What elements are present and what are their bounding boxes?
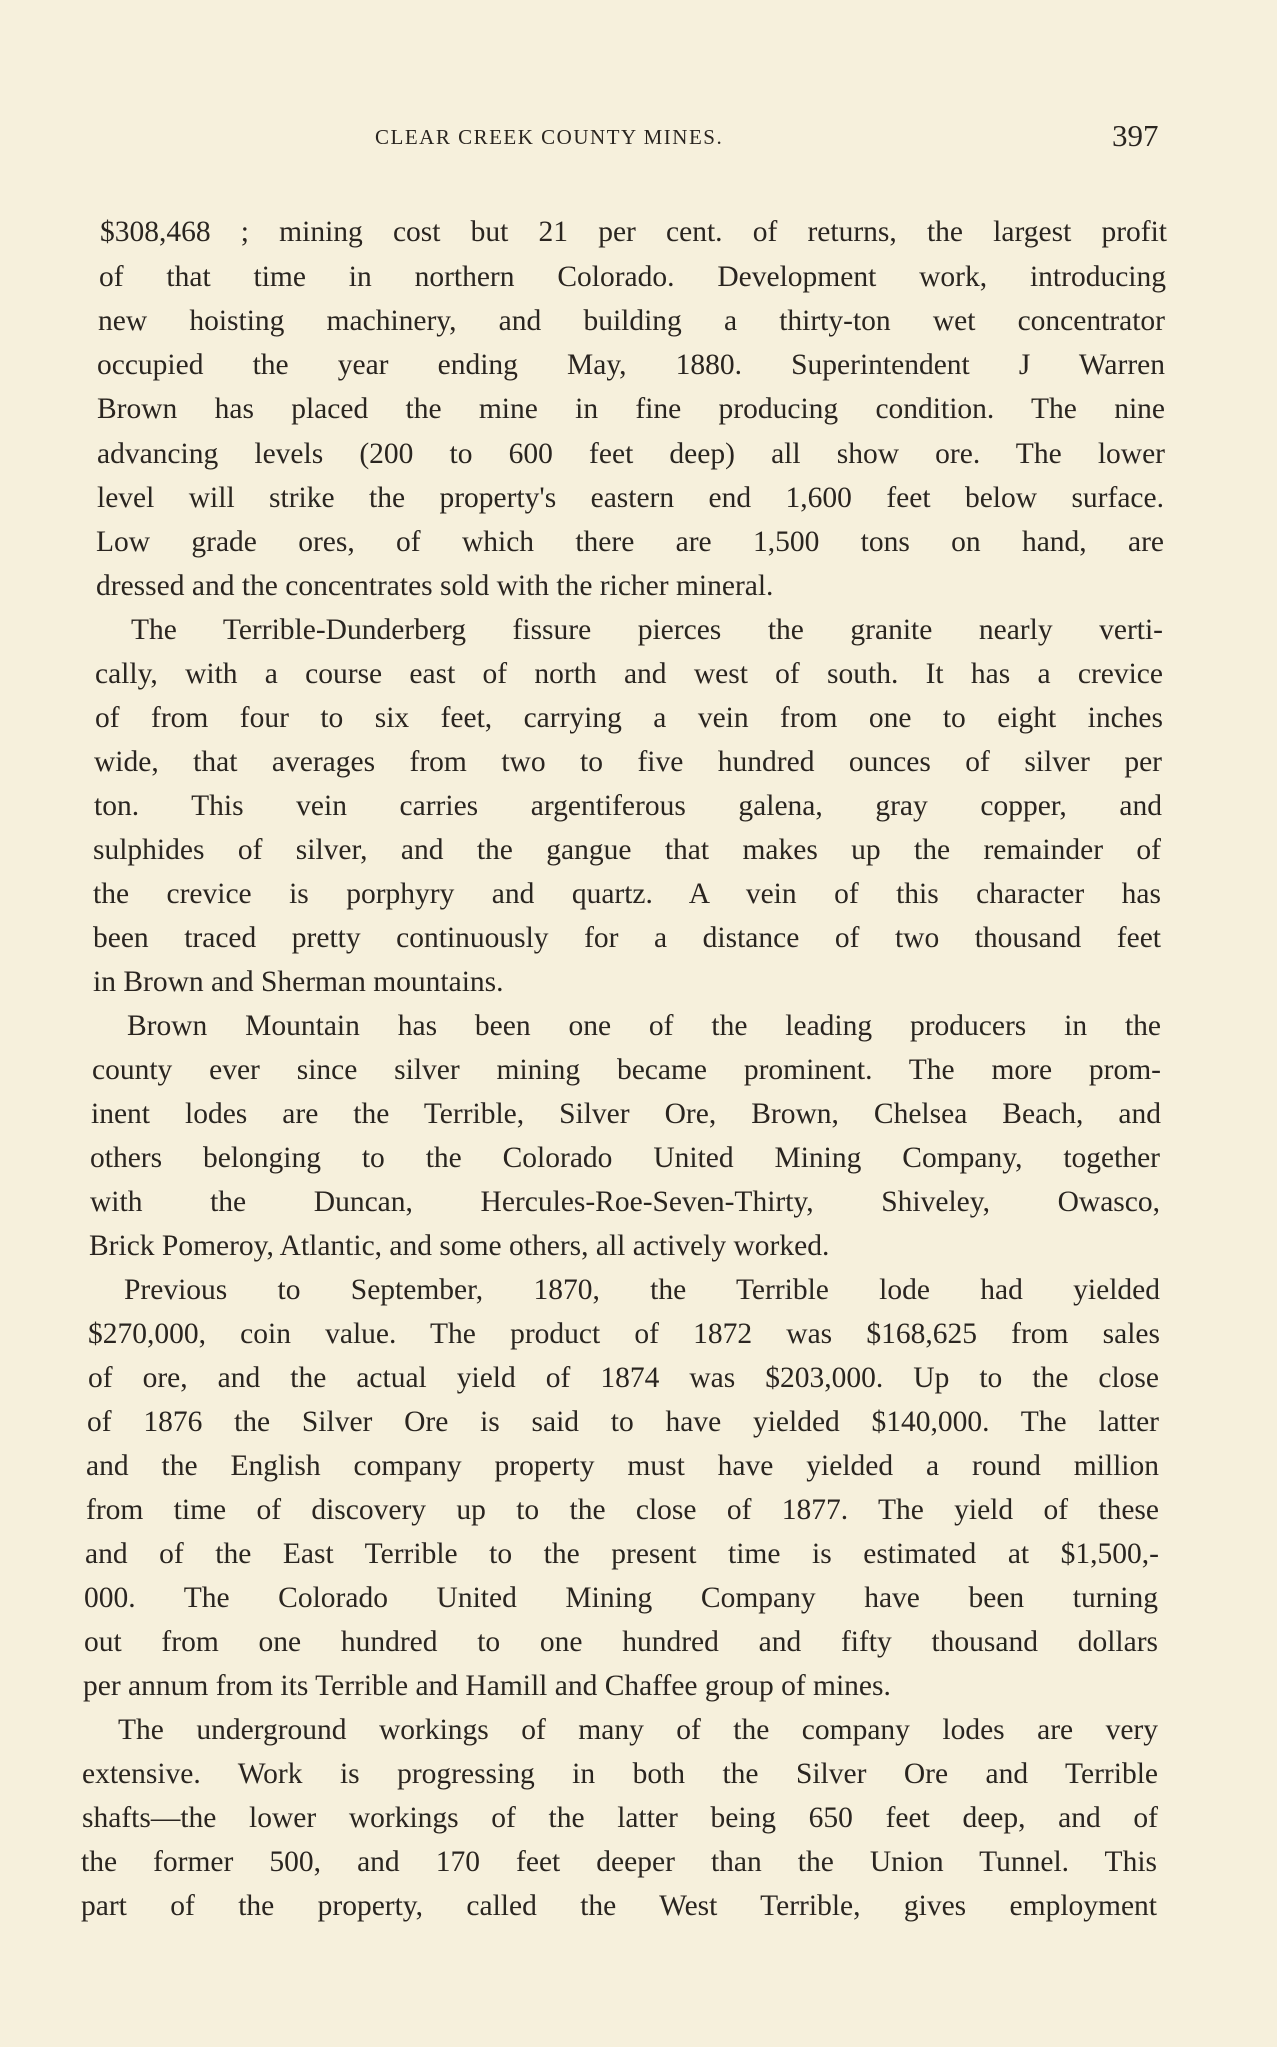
- text-line: The underground workings of many of the company lodes are very: [118, 1714, 1158, 1746]
- text-line: out from one hundred to one hundred and fifty thousand dollars: [84, 1626, 1158, 1658]
- text-line: Low grade ores, of which there are 1,500 tons on hand, are: [96, 526, 1164, 558]
- text-line: of 1876 the Silver Ore is said to have yielded $140,000. The latter: [87, 1406, 1159, 1438]
- page-number: 397: [1112, 118, 1159, 153]
- text-line: $308,468 ; mining cost but 21 per cent. of returns, the largest profit: [100, 216, 1167, 248]
- text-line: new hoisting machinery, and building a thirty-ton wet concentrator: [98, 305, 1165, 337]
- text-line: Brown Mountain has been one of the leading producers in the: [127, 1010, 1161, 1042]
- text-line: the crevice is porphyry and quartz. A vein of this character has: [93, 878, 1161, 910]
- text-line: shafts—the lower workings of the latter being 650 feet deep, and of: [82, 1802, 1158, 1834]
- text-line: been traced pretty continuously for a distance of two thousand feet: [93, 922, 1161, 954]
- text-line: of from four to six feet, carrying a vein from one to eight inches: [95, 702, 1163, 734]
- text-line: dressed and the concentrates sold with the richer mineral.: [96, 570, 774, 602]
- text-line: and of the East Terrible to the present time is estimated at $1,500,-: [85, 1538, 1159, 1570]
- text-line: sulphides of silver, and the gangue that makes up the remainder of: [93, 834, 1161, 866]
- text-line: and the English company property must have yielded a round million: [86, 1450, 1159, 1482]
- text-line: per annum from its Terrible and Hamill and Chaffee group of mines.: [83, 1670, 891, 1702]
- text-line: 000. The Colorado United Mining Company have been turning: [84, 1582, 1158, 1614]
- text-line: Brown has placed the mine in fine producing condition. The nine: [97, 393, 1165, 425]
- text-line: of ore, and the actual yield of 1874 was $203,000. Up to the close: [88, 1362, 1159, 1394]
- text-line: $270,000, coin value. The product of 1872 was $168,625 from sales: [88, 1318, 1160, 1350]
- text-line: part of the property, called the West Terrible, gives employment: [81, 1890, 1157, 1922]
- text-line: Brick Pomeroy, Atlantic, and some others, all actively worked.: [89, 1230, 830, 1262]
- text-line: from time of discovery up to the close of 1877. The yield of these: [86, 1494, 1159, 1526]
- text-line: of that time in northern Colorado. Development work, introducing: [99, 261, 1166, 293]
- text-line: Previous to September, 1870, the Terrible lode had yielded: [124, 1274, 1160, 1306]
- text-line: level will strike the property's eastern end 1,600 feet below surface.: [97, 482, 1164, 514]
- text-line: others belonging to the Colorado United Mining Company, together: [90, 1142, 1160, 1174]
- running-head: CLEAR CREEK COUNTY MINES.: [375, 125, 724, 149]
- text-line: advancing levels (200 to 600 feet deep) all show ore. The lower: [97, 438, 1165, 470]
- text-line: extensive. Work is progressing in both the Silver Ore and Terrible: [82, 1758, 1158, 1790]
- text-line: ton. This vein carries argentiferous galena, gray copper, and: [94, 790, 1162, 822]
- text-line: occupied the year ending May, 1880. Superintendent J Warren: [97, 349, 1165, 381]
- text-line: cally, with a course east of north and west of south. It has a crevice: [95, 658, 1163, 690]
- text-line: The Terrible-Dunderberg fissure pierces the granite nearly verti-: [131, 614, 1163, 646]
- text-line: inent lodes are the Terrible, Silver Ore, Brown, Chelsea Beach, and: [91, 1098, 1161, 1130]
- text-line: the former 500, and 170 feet deeper than the Union Tunnel. This: [81, 1846, 1157, 1878]
- text-line: wide, that averages from two to five hundred ounces of silver per: [94, 746, 1162, 778]
- text-line: in Brown and Sherman mountains.: [93, 966, 504, 998]
- text-line: with the Duncan, Hercules-Roe-Seven-Thirty, Shiveley, Owasco,: [90, 1186, 1160, 1218]
- text-line: county ever since silver mining became prominent. The more prom-: [92, 1054, 1161, 1086]
